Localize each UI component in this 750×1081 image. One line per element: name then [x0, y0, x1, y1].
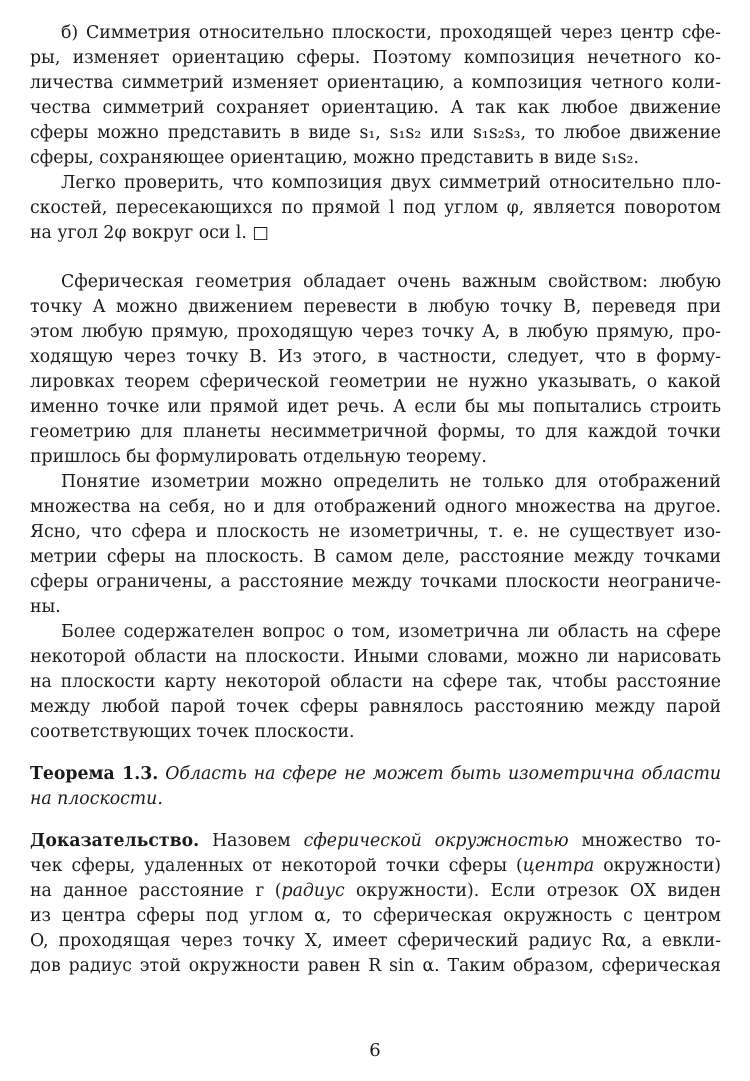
- text-line: сферы ограничены, а расстояние между точками плоскости неограниче-: [30, 572, 721, 592]
- text-line: метрии сферы на плоскость. В самом деле, расстояние между точками: [30, 547, 721, 567]
- theorem-label: Теорема 1.3.: [30, 764, 159, 784]
- text-line: лировках теорем сферической геометрии не нужно указывать, о какой: [30, 372, 721, 392]
- theorem-1-3: [30, 762, 721, 812]
- theorem-line: [30, 762, 721, 787]
- text-line: сферы, сохраняющее ориентацию, можно представить в виде s₁s₂.: [30, 148, 639, 168]
- paragraph-question: [30, 620, 721, 745]
- proof-term: сферической окружностью: [303, 831, 569, 851]
- text-line: Сферическая геометрия обладает очень важным свойством: любую: [61, 272, 721, 292]
- text-line: скостей, пересекающихся по прямой l под углом φ, является поворотом: [30, 198, 721, 218]
- text-line: соответствующих точек плоскости.: [30, 722, 355, 742]
- page-number: 6: [369, 1040, 381, 1061]
- paragraph-easy-check: [30, 171, 721, 246]
- text-line: этом любую прямую, проходящую через точку A, в любую прямую, про-: [30, 322, 721, 342]
- text-line: ны.: [30, 597, 61, 617]
- paragraph-part-b: [30, 21, 721, 171]
- proof-text: Назовем: [212, 831, 291, 851]
- text-line: геометрию для планеты несимметричной формы, то для каждой точки: [30, 422, 721, 442]
- page-body: [30, 21, 721, 979]
- vertical-gap: [30, 246, 721, 270]
- text-line: именно точке или прямой идет речь. А если бы мы попытались строить: [30, 397, 721, 417]
- proof-term: центра: [522, 856, 595, 876]
- text-line: Легко проверить, что композиция двух симметрий относительно пло-: [61, 173, 721, 193]
- proof-line: из центра сферы под углом α, то сферическая окружность с центром: [30, 906, 721, 926]
- proof-label: Доказательство.: [30, 831, 200, 851]
- text-line: личества симметрий изменяет ориентацию, а композиция четного коли-: [30, 73, 721, 93]
- vertical-gap: [30, 745, 721, 762]
- theorem-statement-end: на плоскости.: [30, 789, 163, 809]
- text-line: чества симметрий сохраняет ориентацию. А так как любое движение: [30, 98, 721, 118]
- text-line: множества на себя, но и для отображений одного множества на другое.: [30, 497, 721, 517]
- vertical-gap: [30, 812, 721, 829]
- text-line: между любой парой точек сферы равнялось расстоянию между парой: [30, 697, 721, 717]
- text-line: некоторой области на плоскости. Иными словами, можно ли нарисовать: [30, 647, 721, 667]
- proof-text: окружности): [603, 856, 721, 876]
- theorem-line: [30, 787, 721, 812]
- proof-line: O, проходящая через точку X, имеет сферический радиус Rα, а евкли-: [30, 931, 721, 951]
- text-line: точку A можно движением перевести в любую точку B, переведя при: [30, 297, 721, 317]
- text-line: Более содержателен вопрос о том, изометрична ли область на сфере: [61, 622, 721, 642]
- text-line: сферы можно представить в виде s₁, s₁s₂ или s₁s₂s₃, то любое движение: [30, 123, 721, 143]
- proof-text: окружности). Если отрезок OX виден: [356, 881, 722, 901]
- text-line: Понятие изометрии можно определить не только для отображений: [61, 472, 721, 492]
- paragraph-isometry: [30, 470, 721, 620]
- proof-line: [30, 854, 721, 879]
- proof-text: множество то-: [581, 831, 721, 851]
- proof-term: радиус: [281, 881, 345, 901]
- proof-line: [30, 879, 721, 904]
- text-line: б) Симметрия относительно плоскости, проходящей через центр сфе-: [61, 23, 721, 43]
- proof-line: дов радиус этой окружности равен R sin α. Таким образом, сферическая: [30, 956, 721, 976]
- text-line: пришлось бы формулировать отдельную теорему.: [30, 447, 487, 467]
- proof-text: на данное расстояние r (: [30, 881, 282, 901]
- proof: [30, 829, 721, 979]
- proof-text: чек сферы, удаленных от некоторой точки сферы (: [30, 856, 523, 876]
- text-line: Ясно, что сфера и плоскость не изометричны, т. е. не существует изо-: [30, 522, 721, 542]
- theorem-statement: Область на сфере не может быть изометрична области: [165, 764, 721, 784]
- proof-line: [30, 829, 721, 854]
- paragraph-spherical-geometry: [30, 270, 721, 470]
- text-line: на угол 2φ вокруг оси l. □: [30, 223, 269, 243]
- text-line: ходящую через точку B. Из этого, в частности, следует, что в форму-: [30, 347, 721, 367]
- text-line: на плоскости карту некоторой области на сфере так, чтобы расстояние: [30, 672, 721, 692]
- text-line: ры, изменяет ориентацию сферы. Поэтому композиция нечетного ко-: [30, 48, 721, 68]
